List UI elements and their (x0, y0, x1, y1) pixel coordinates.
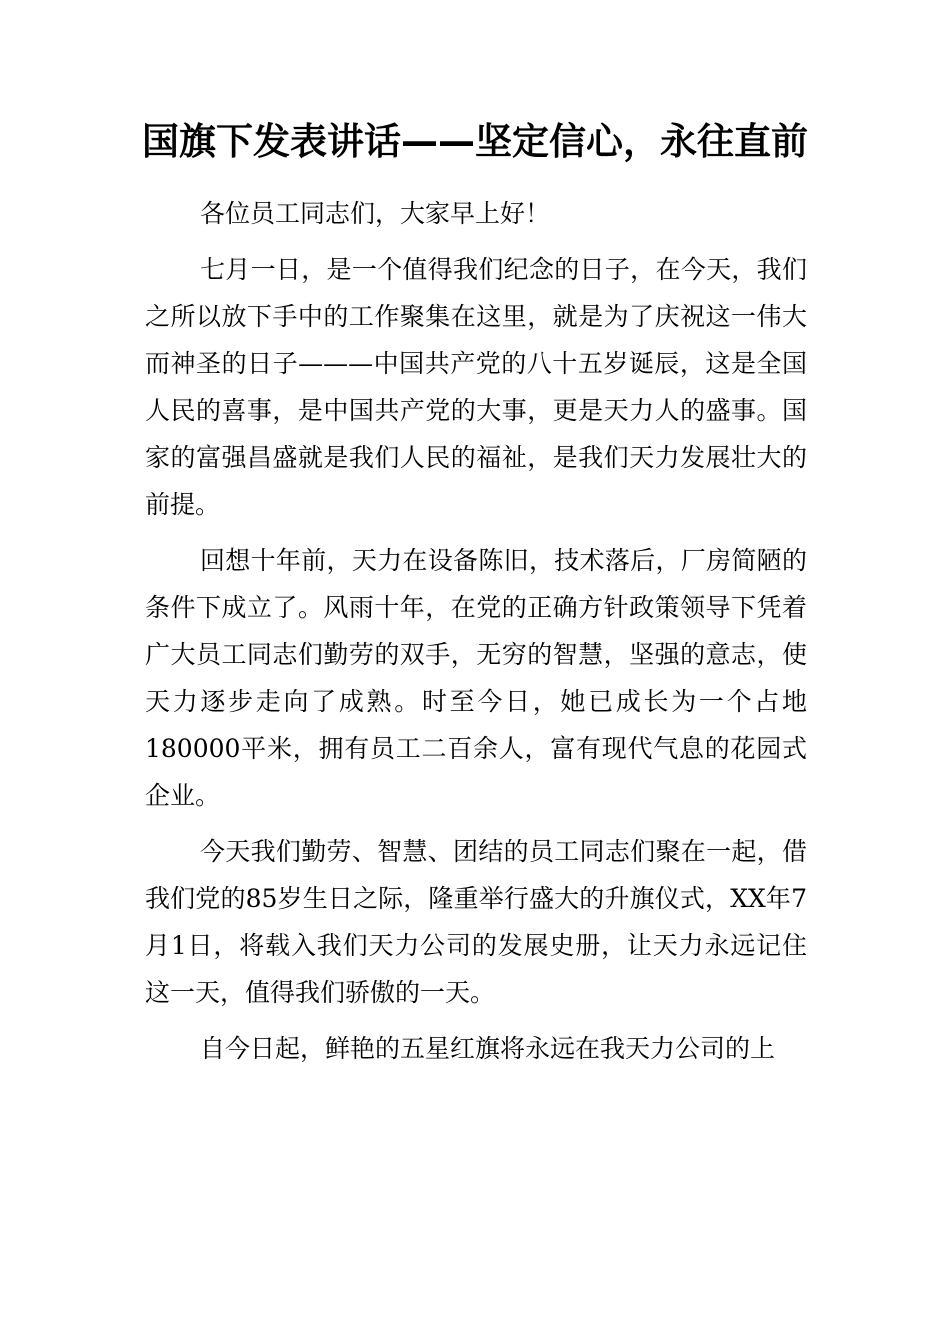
document-title: 国旗下发表讲话——坚定信心，永往直前 (142, 120, 808, 163)
paragraph-flag: 自今日起，鲜艳的五星红旗将永远在我天力公司的上 (200, 1034, 776, 1063)
paragraph-greeting: 各位员工同志们，大家早上好！ (200, 199, 551, 228)
paragraph-history: 回想十年前，天力在设备陈旧，技术落后，厂房简陋的条件下成立了。风雨十年，在党的正确方针政策领导下凭着广大员工同志们勤劳的双手，无穷的智慧，坚强的意志，使天力逐步走向了成熟。时至今日，她已成长为一个占地180000平米，拥有员工二百余人，富有现代气息的花园式企业。 (145, 546, 807, 810)
paragraph-anniversary: 七月一日，是一个值得我们纪念的日子，在今天，我们之所以放下手中的工作聚集在这里，就是为了庆祝这一伟大而神圣的日子———中国共产党的八十五岁诞辰，这是全国人民的喜事，是中国共产党的大事，更是天力人的盛事。国家的富强昌盛就是我们人民的福祉，是我们天力发展壮大的前提。 (145, 255, 807, 519)
paragraph-ceremony: 今天我们勤劳、智慧、团结的员工同志们聚在一起，借我们党的85岁生日之际，隆重举行盛大的升旗仪式，XX年7月1日，将载入我们天力公司的发展史册，让天力永远记住这一天，值得我们骄傲的一天。 (145, 837, 807, 1007)
document-body (145, 190, 807, 1081)
